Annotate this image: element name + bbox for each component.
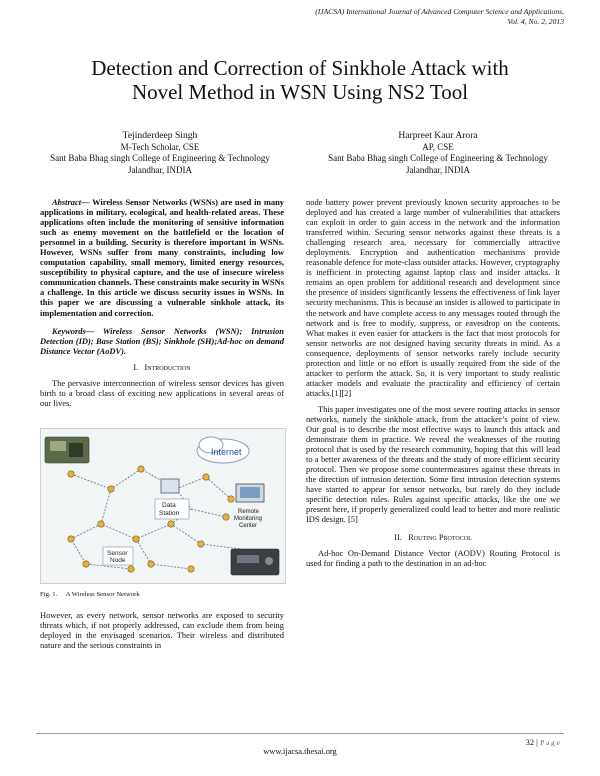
title-line-1: Detection and Correction of Sinkhole Attack with	[91, 56, 509, 80]
author-block-2	[318, 130, 558, 176]
remote-label-2: Monitoring	[234, 516, 263, 522]
author-role: M-Tech Scholar, CSE	[120, 141, 200, 152]
paper-title	[40, 56, 560, 104]
section-1-number: I.	[133, 362, 139, 372]
author-location: Jalandhar, INDIA	[405, 164, 471, 175]
intro-paragraph-2: However, as every network, sensor networks are exposed to security threats which, if not properly addressed, can exclude them from being deployed in the envisaged scenarios. Their wireless and distributed nature and the serious constraints in	[40, 610, 284, 651]
author-role: AP, CSE	[422, 141, 454, 152]
author-name: Harpreet Kaur Arora	[398, 130, 478, 141]
journal-name: (IJACSA) International Journal of Advanced Computer Science and Applications,	[315, 7, 564, 16]
keywords-text: Wireless Sensor Networks (WSN); Intrusion Detection (ID); Base Station (BS); Sinkhole (SH);Ad-hoc on demand Distance Vector (AoDV).	[40, 325, 284, 356]
abstract	[40, 197, 284, 318]
sensor-board-photo	[45, 437, 89, 463]
title-line-2: Novel Method in WSN Using NS2 Tool	[131, 80, 469, 104]
keywords-label: Keywords—	[52, 325, 95, 336]
sensor-node-label-1: Sensor	[107, 550, 128, 557]
author-location: Jalandhar, INDIA	[127, 164, 193, 175]
section-1-heading	[40, 363, 284, 373]
journal-header	[204, 7, 564, 27]
section-2-title: Routing Protocol	[408, 532, 472, 542]
data-station-label-2: Station	[159, 510, 180, 517]
right-paragraph-3: Ad-hoc On-Demand Distance Vector (AODV) Routing Protocol is used for finding a path to the destination in an ad-hoc	[306, 547, 560, 568]
figure-caption-text: A Wireless Sensor Network	[65, 591, 140, 598]
journal-url: www.ijacsa.thesai.org	[263, 747, 337, 756]
left-column	[40, 197, 284, 408]
gateway-device-photo	[231, 549, 279, 575]
abstract-dash: —	[81, 197, 93, 207]
figure-caption	[40, 591, 140, 598]
abstract-text: Wireless Sensor Networks (WSNs) are used in many applications in military, ecological, and health-related areas. These applications often include the monitoring of sensitive information such as enemy movement on the battlefield or the location of personnel in a building. Security is therefore important in WSNs. However, WSNs suffer from many constraints, including low computation capability, small memory, limited energy resources, susceptibility to physical capture, and the use of insecure wireless communication channels. These constraints make security in WSNs a challenge. In this article we discuss security issues in WSNs. In this paper we are discussing a vulnerable sinkhole attack, its implementation and correction.	[40, 197, 284, 318]
section-2-heading	[306, 533, 560, 543]
right-paragraph-1: node battery power prevent previously known security approaches to be deployed and has created a large number of vulnerabilities that attackers can exploit in order to gain access in the network and the information transferred within. Securing sensor networks against these threats is a challenging research area, necessary for commercially attractive deployments. Encryption and authentication mechanisms provide reasonable defence for mote-class outsider attacks. However, cryptography is inefficient in protecting against laptop class and insider attacks. It remains an open problem for additional research and development since the presence of insiders significantly lessens the effectiveness of link layer security mechanisms. This is because an insider is allowed to participate in the network and have complete access to any messages routed through the network and is free to modify, suppress, or eavesdrop on the contents. What makes it even easier for attackers is the fact that most protocols for sensor networks are not designed having security threats in mind. As a consequence, deployments of sensor networks rarely include security protection and little or no effort is usually required from the side of the attacker to perform the attack. So, it is very important to study realistic attacker models and evaluate the practicality and efficiency of certain attacks.[1][2]	[306, 197, 560, 398]
remote-label-1: Remote	[238, 509, 260, 515]
internet-label: Internet	[211, 447, 242, 457]
figure-wireless-sensor-network	[40, 428, 286, 584]
right-paragraph-2: This paper investigates one of the most severe routing attacks in sensor networks, namely the sinkhole attack, from the attacker’s point of view. Our goal is to describe the most effective ways to launch this attack and demonstrate them in practice. We reveal the weaknesses of the routing protocol that is used by the research community, hoping that this will lead to a better awareness of the threats and the study of more efficient security protocol. Then we propose some countermeasures against these threats in the direction of intrusion detection. Some first intrusion detection systems have started to appear for sensor networks, but rarely do they include specific detection rules. Rules against specific attacks, like the one we present here, if properly generalized could lead to better and more realistic IDS design. [5]	[306, 403, 560, 525]
abstract-label: Abstract	[52, 197, 82, 207]
remote-label-3: Center	[239, 523, 258, 529]
intro-paragraph-1: The pervasive interconnection of wireless sensor devices has given birth to a broad class of exciting new applications in several areas of our lives.	[40, 377, 284, 408]
page-separator: |	[534, 737, 541, 747]
right-column	[306, 197, 560, 568]
author-name: Tejinderdeep Singh	[122, 130, 198, 141]
section-2-number: II.	[394, 532, 402, 542]
keywords	[40, 326, 284, 356]
sensor-node-label-2: Node	[110, 557, 126, 564]
author-affiliation: Sant Baba Bhag singh College of Engineering & Technology	[328, 153, 548, 163]
sensor-node-callout	[103, 547, 133, 565]
left-column-bottom	[40, 610, 284, 650]
page-word: P a g e	[540, 738, 560, 747]
section-1-title: Introduction	[144, 362, 191, 372]
journal-volume: Vol. 4, No. 2, 2013	[507, 17, 564, 26]
footer-divider	[36, 733, 564, 734]
data-station-label-1: Data	[162, 502, 176, 509]
author-affiliation: Sant Baba Bhag singh College of Engineering & Technology	[50, 153, 270, 163]
author-block-1	[40, 130, 280, 176]
page-number	[525, 737, 560, 747]
figure-number: Fig. 1.	[40, 591, 58, 598]
page-number-value: 32	[525, 737, 535, 747]
network-diagram	[41, 429, 285, 583]
